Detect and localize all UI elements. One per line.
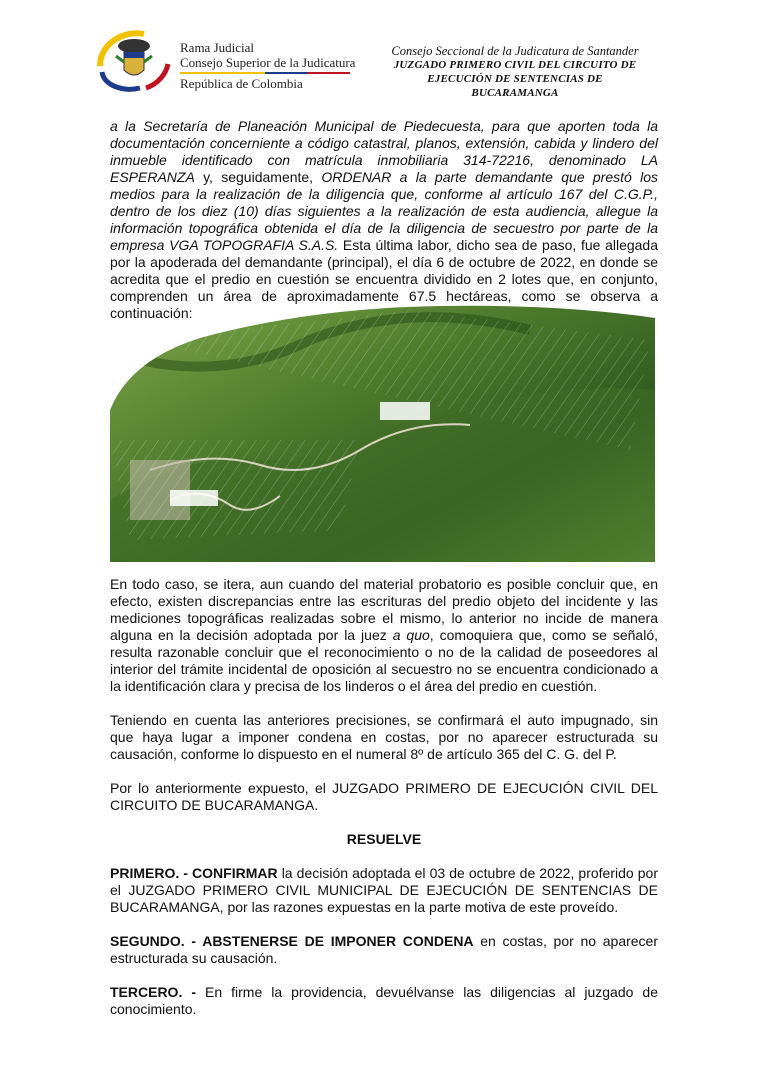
resolution-second <box>110 933 658 967</box>
resolution-first-text: la decisión adoptada el 03 de octubre de 2022, proferido por el JUZGADO PRIMERO CIVIL MUNICIPAL DE EJECUCIÓN DE SENTENCIAS DE BUCARAMANGA, por las razones expuestas en la parte motiva de este proveído. <box>110 865 658 915</box>
institution-line-1: Rama Judicial <box>180 40 255 55</box>
paragraph-court-statement: Por lo anteriormente expuesto, el JUZGADO PRIMERO DE EJECUCIÓN CIVIL DEL CIRCUITO DE BUCARAMANGA. <box>110 780 658 813</box>
resolution-second-label: SEGUNDO. - ABSTENERSE DE IMPONER CONDENA <box>110 933 474 949</box>
document-body-bottom <box>110 576 658 1035</box>
paragraph-planning-order-plain-1: y, seguidamente, <box>194 169 322 185</box>
resuelve-heading: RESUELVE <box>346 831 422 847</box>
institution-line-2: Consejo Superior de la Judicatura <box>180 55 356 70</box>
resolution-third <box>110 984 658 1018</box>
paragraph-discrepancies <box>110 576 658 695</box>
document-body-top <box>110 118 658 322</box>
resolution-third-text: En firme la providencia, devuélvanse las diligencias al juzgado de conocimiento. <box>110 984 658 1017</box>
paragraph-confirmation: Teniendo en cuenta las anteriores precisiones, se confirmará el auto impugnado, sin que haya lugar a imponer condena en costas, por no aparecer estructurada su causación, conforme lo dispuesto en el numeral 8º de artículo 365 del C. G. del P. <box>110 712 658 762</box>
court-block <box>360 44 670 100</box>
aerial-topography-image <box>110 300 655 562</box>
resolution-first-label: PRIMERO. - CONFIRMAR <box>110 865 278 881</box>
colombia-coat-of-arms-logo <box>96 26 172 92</box>
paragraph-discrepancies-plain-2: , comoquiera que, como se señaló, resulta razonable concluir que el reconocimiento o no de la calidad de poseedores al interior del trámite incidental de oposición al secuestro no se encuentra condicionado a la identificación clara y precisa de los linderos o el área del predio en cuestión. <box>110 627 659 694</box>
paragraph-planning-order-plain-2: Esta última labor, dicho sea de paso, fue allegada por la apoderada del demandante (principal), el día 6 de octubre de 2022, en donde se acredita que el predio en cuestión se encuentra dividido en 2 lotes que, en conjunto, comprenden un área de aproximadamente 67.5 hectáreas, como se observa a continuación: <box>110 237 659 321</box>
court-line-1: JUZGADO PRIMERO CIVIL DEL CIRCUITO DE <box>393 59 637 71</box>
page-header <box>0 0 768 110</box>
resolution-first <box>110 865 658 916</box>
court-line-3: BUCARAMANGA <box>471 87 559 99</box>
flag-divider <box>180 72 350 74</box>
paragraph-planning-order-italic-1: a la Secretaría de Planeación Municipal de Piedecuesta, para que aporten toda la documentación concerniente a código catastral, planos, extensión, cabida y lindero del inmueble identificado con matrícula inmobiliaria 314-72216, denominado LA ESPERANZA <box>110 118 658 185</box>
paragraph-discrepancies-plain-1: En todo caso, se itera, aun cuando del material probatorio es posible concluir que, en efecto, existen discrepancias entre las escrituras del predio objeto del incidente y las mediciones topográficas realizadas sobre el mismo, lo anterior no incide de manera alguna en la decisión adoptada por la juez <box>110 576 658 643</box>
resolution-third-label: TERCERO. - <box>110 984 196 1000</box>
paragraph-discrepancies-italic: a quo <box>392 627 430 643</box>
court-line-2: EJECUCIÓN DE SENTENCIAS DE <box>427 73 603 85</box>
resolution-second-text: en costas, por no aparecer estructurada su causación. <box>110 933 659 966</box>
paragraph-planning-order-italic-2: ORDENAR a la parte demandante que prestó los medios para la realización de la diligencia que, conforme al artículo 167 del C.G.P., dentro de los diez (10) días siguientes a la realización de esta audiencia, allegue la información topográfica obtenida el día de la diligencia de secuestro por parte de la empresa VGA TOPOGRAFIA S.A.S. <box>110 169 658 253</box>
institution-line-3: República de Colombia <box>180 76 303 91</box>
paragraph-planning-order <box>110 118 658 322</box>
institution-block <box>180 40 355 91</box>
council-name: Consejo Seccional de la Judicatura de Santander <box>391 44 639 58</box>
